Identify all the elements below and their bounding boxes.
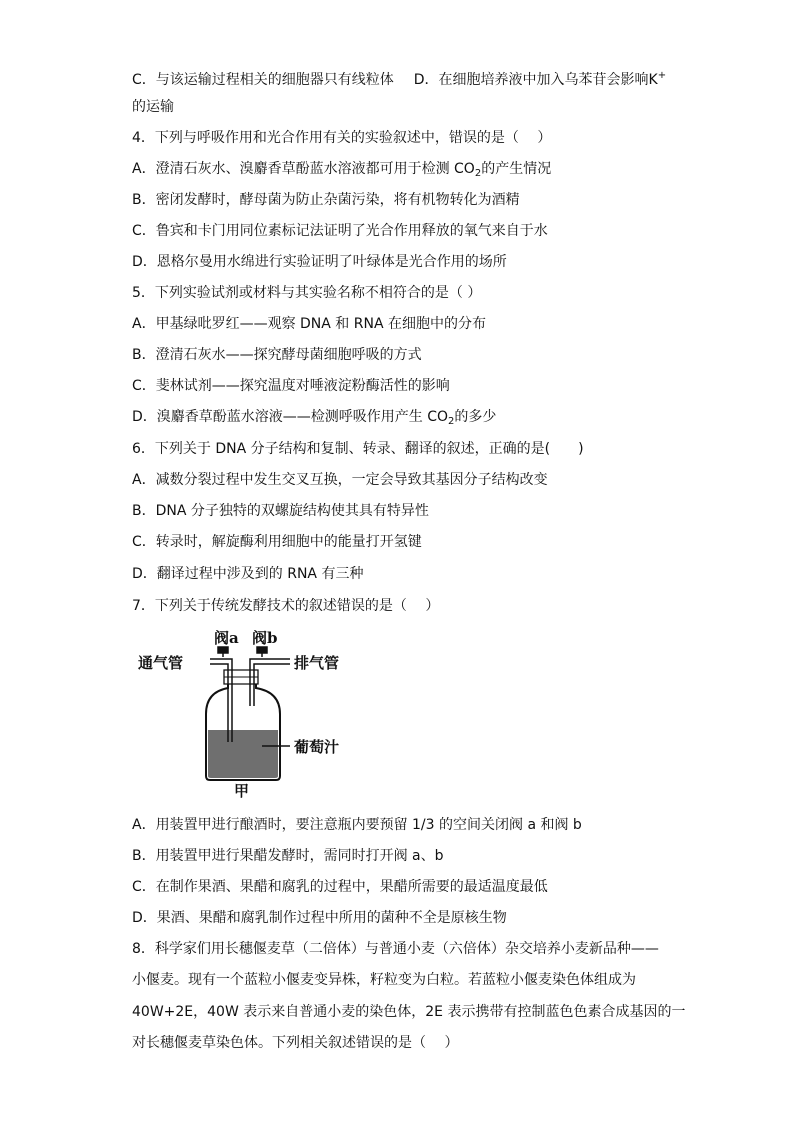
q5-stem: 5．下列实验试剂或材料与其实验名称不相符合的是（ ） <box>132 285 482 301</box>
q5-option-a: A．甲基绿吡罗红——观察 DNA 和 RNA 在细胞中的分布 <box>132 316 486 332</box>
q7-option-b: B．用装置甲进行果醋发酵时，需同时打开阀 a、b <box>132 848 444 864</box>
q3-option-c: C．与该运输过程相关的细胞器只有线粒体 <box>132 72 394 88</box>
q8-stem-line-1: 8．科学家们用长穗偃麦草（二倍体）与普通小麦（六倍体）杂交培养小麦新品种—— <box>132 941 659 957</box>
q5-option-d-sub: 2 <box>448 416 455 427</box>
q6-option-b: B．DNA 分子独特的双螺旋结构使其具有特异性 <box>132 503 429 519</box>
q7-stem: 7．下列关于传统发酵技术的叙述错误的是（ ） <box>132 598 440 614</box>
inlet-tube-label: 通气管 <box>138 654 184 672</box>
q3-options-cd <box>132 66 666 90</box>
q5-option-c: C．斐林试剂——探究温度对唾液淀粉酶活性的影响 <box>132 378 450 394</box>
q6-option-d: D．翻译过程中涉及到的 RNA 有三种 <box>132 566 364 582</box>
q3-option-d: D．在细胞培养液中加入乌苯苷会影响K <box>413 72 658 88</box>
q5-option-d-tail: 的多少 <box>454 409 497 425</box>
grape-juice-liquid <box>208 730 278 778</box>
valve-a-label: 阀a <box>214 629 239 647</box>
grape-juice-label: 葡萄汁 <box>294 738 340 756</box>
q4-option-b: B．密闭发酵时，酵母菌为防止杂菌污染，将有机物转化为酒精 <box>132 192 520 208</box>
q7-option-a: A．用装置甲进行酿酒时，要注意瓶内要预留 1/3 的空间关闭阀 a 和阀 b <box>132 817 582 833</box>
q5-option-d <box>132 407 496 432</box>
figure-caption: 甲 <box>234 782 250 800</box>
q3-option-d-sup: + <box>657 70 667 81</box>
q5-option-d-text: D．溴麝香草酚蓝水溶液——检测呼吸作用产生 CO <box>132 409 449 425</box>
q4-option-a-text: A．澄清石灰水、溴麝香草酚蓝水溶液都可用于检测 CO <box>132 161 475 177</box>
outlet-tube-label: 排气管 <box>294 654 340 672</box>
q3-option-d-tail: 的运输 <box>132 99 174 115</box>
fermentation-apparatus-figure <box>132 626 372 801</box>
q6-option-c: C．转录时，解旋酶利用细胞中的能量打开氢键 <box>132 534 422 550</box>
q4-option-a-sub: 2 <box>474 168 482 179</box>
q4-option-a-tail: 的产生情况 <box>481 161 552 177</box>
q4-option-d: D．恩格尔曼用水绵进行实验证明了叶绿体是光合作用的场所 <box>132 254 507 270</box>
q6-stem: 6．下列关于 DNA 分子结构和复制、转录、翻译的叙述，正确的是( ) <box>132 441 584 457</box>
q6-option-a: A．减数分裂过程中发生交叉互换，一定会导致其基因分子结构改变 <box>132 472 548 488</box>
valve-b-label: 阀b <box>252 629 278 647</box>
q8-stem-line-2: 小偃麦。现有一个蓝粒小偃麦变异株，籽粒变为白粒。若蓝粒小偃麦染色体组成为 <box>132 972 636 988</box>
q7-option-d: D．果酒、果醋和腐乳制作过程中所用的菌种不全是原核生物 <box>132 910 507 926</box>
q7-option-c: C．在制作果酒、果醋和腐乳的过程中，果醋所需要的最适温度最低 <box>132 879 548 895</box>
q8-stem-line-4: 对长穗偃麦草染色体。下列相关叙述错误的是（ ） <box>132 1035 459 1051</box>
q5-option-b: B．澄清石灰水——探究酵母菌细胞呼吸的方式 <box>132 347 422 363</box>
q4-option-c: C．鲁宾和卡门用同位素标记法证明了光合作用释放的氧气来自于水 <box>132 223 548 239</box>
q4-option-a <box>132 159 551 184</box>
q8-stem-line-3: 40W+2E，40W 表示来自普通小麦的染色体，2E 表示携带有控制蓝色色素合成基因的一 <box>132 1004 686 1020</box>
q4-stem: 4．下列与呼吸作用和光合作用有关的实验叙述中，错误的是（ ） <box>132 130 552 146</box>
